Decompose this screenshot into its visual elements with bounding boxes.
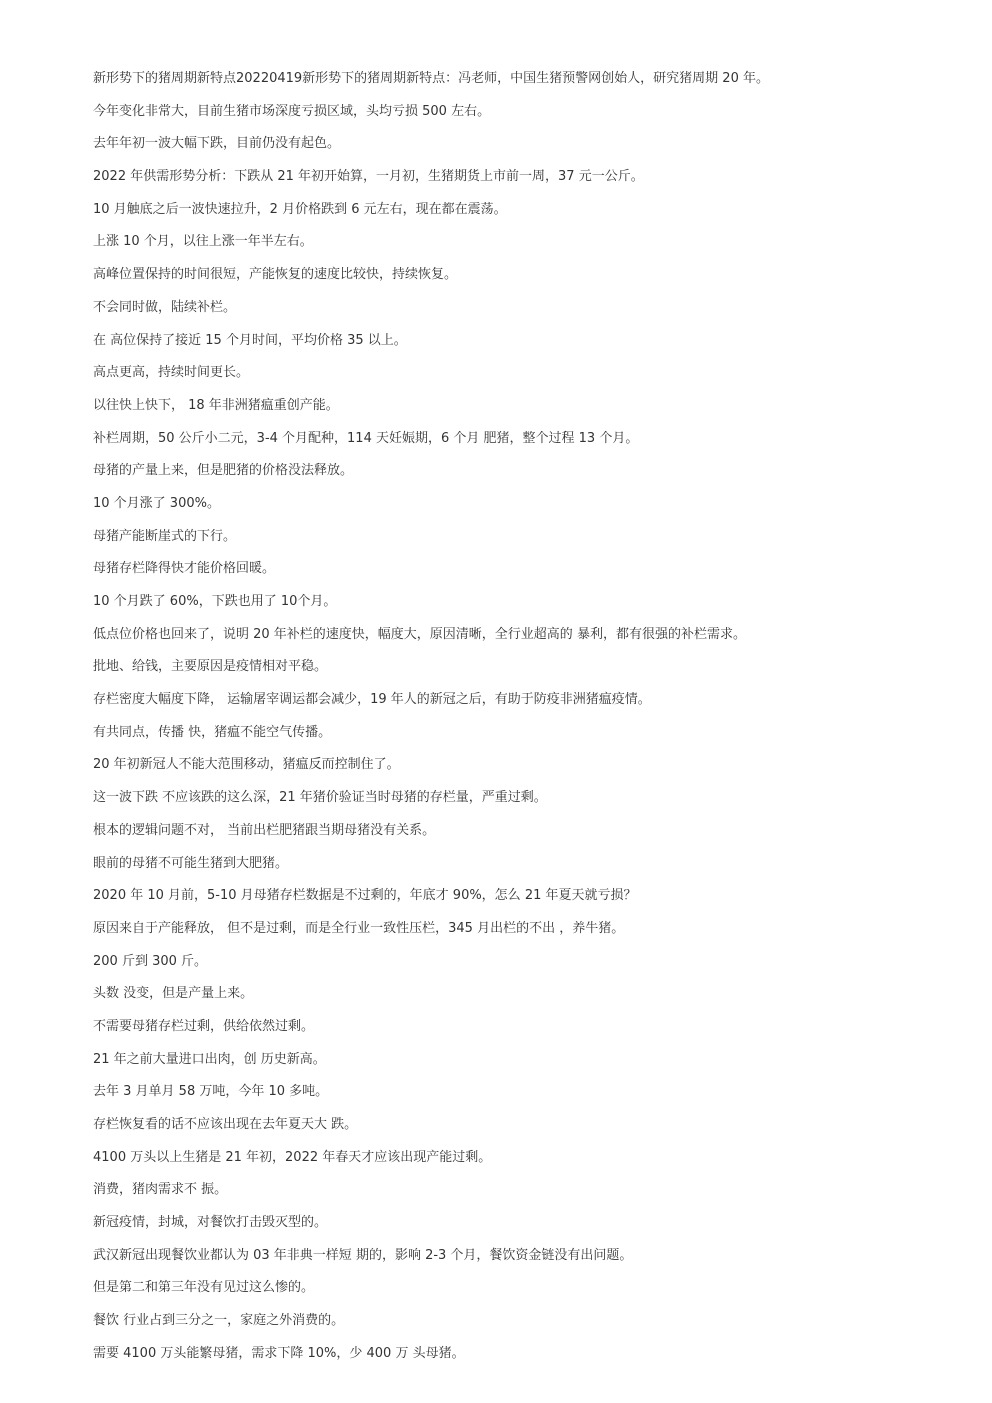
paragraph: 以往快上快下， 18 年非洲猪瘟重创产能。 — [93, 397, 339, 413]
paragraph: 去年年初一波大幅下跌，目前仍没有起色。 — [93, 136, 341, 152]
paragraph: 餐饮 行业占到三分之一，家庭之外消费的。 — [93, 1313, 345, 1329]
paragraph: 4100 万头以上生猪是 21 年初，2022 年春天才应该出现产能过剩。 — [93, 1149, 492, 1165]
paragraph: 根本的逻辑问题不对， 当前出栏肥猪跟当期母猪没有关系。 — [93, 822, 436, 838]
paragraph: 母猪产能断崖式的下行。 — [93, 528, 237, 544]
paragraph: 20 年初新冠人不能大范围移动，猪瘟反而控制住了。 — [93, 757, 400, 773]
document-body — [93, 68, 973, 1376]
paragraph: 原因来自于产能释放， 但不是过剩，而是全行业一致性压栏，345 月出栏的不出 ，养牛猪。 — [93, 920, 625, 936]
paragraph: 200 斤到 300 斤。 — [93, 953, 208, 969]
paragraph: 低点位价格也回来了，说明 20 年补栏的速度快，幅度大，原因清晰，全行业超高的 暴利，都有很强的补栏需求。 — [93, 626, 746, 642]
paragraph: 不会同时做，陆续补栏。 — [93, 299, 237, 315]
paragraph: 母猪存栏降得快才能价格回暖。 — [93, 561, 276, 577]
paragraph: 这一波下跌 不应该跌的这么深，21 年猪价验证当时母猪的存栏量，严重过剩。 — [93, 790, 547, 806]
paragraph: 新形势下的猪周期新特点20220419新形势下的猪周期新特点：冯老师，中国生猪预警网创始人，研究猪周期 20 年。 — [93, 71, 769, 86]
paragraph: 批地、给钱，主要原因是疫情相对平稳。 — [93, 659, 328, 675]
paragraph: 存栏恢复看的话不应该出现在去年夏天大 跌。 — [93, 1117, 358, 1132]
paragraph: 10 月触底之后一波快速拉升，2 月价格跌到 6 元左右，现在都在震荡。 — [93, 201, 507, 217]
paragraph: 今年变化非常大，目前生猪市场深度亏损区域，头均亏损 500 左右。 — [93, 103, 491, 119]
paragraph: 上涨 10 个月，以往上涨一年半左右。 — [93, 234, 313, 250]
paragraph: 新冠疫情，封城，对餐饮打击毁灭型的。 — [93, 1215, 328, 1231]
paragraph: 2022 年供需形势分析：下跌从 21 年初开始算，一月初，生猪期货上市前一周，37 元一公斤。 — [93, 169, 644, 185]
paragraph: 10 个月跌了 60%，下跌也用了 10个月。 — [93, 594, 337, 609]
paragraph: 但是第二和第三年没有见过这么惨的。 — [93, 1280, 315, 1296]
paragraph: 头数 没变，但是产量上来。 — [93, 986, 254, 1002]
paragraph: 需要 4100 万头能繁母猪，需求下降 10%，少 400 万 头母猪。 — [93, 1345, 465, 1361]
paragraph: 存栏密度大幅度下降， 运输屠宰调运都会减少，19 年人的新冠之后，有助于防疫非洲猪瘟疫情。 — [93, 692, 651, 708]
paragraph: 有共同点，传播 快，猪瘟不能空气传播。 — [93, 724, 332, 740]
paragraph: 10 个月涨了 300%。 — [93, 495, 220, 511]
paragraph: 在 高位保持了接近 15 个月时间，平均价格 35 以上。 — [93, 332, 407, 348]
paragraph: 去年 3 月单月 58 万吨，今年 10 多吨。 — [93, 1084, 329, 1100]
paragraph: 21 年之前大量进口出肉，创 历史新高。 — [93, 1051, 326, 1067]
paragraph: 眼前的母猪不可能生猪到大肥猪。 — [93, 855, 289, 871]
paragraph: 高点更高，持续时间更长。 — [93, 365, 250, 381]
paragraph: 消费，猪肉需求不 振。 — [93, 1182, 228, 1198]
paragraph: 补栏周期，50 公斤小二元，3-4 个月配种，114 天妊娠期，6 个月 肥猪，整个过程 13 个月。 — [93, 430, 639, 446]
paragraph: 母猪的产量上来，但是肥猪的价格没法释放。 — [93, 463, 354, 479]
paragraph: 高峰位置保持的时间很短，产能恢复的速度比较快，持续恢复。 — [93, 267, 458, 283]
paragraph: 武汉新冠出现餐饮业都认为 03 年非典一样短 期的，影响 2-3 个月，餐饮资金链没有出问题。 — [93, 1247, 633, 1263]
paragraph: 不需要母猪存栏过剩，供给依然过剩。 — [93, 1018, 315, 1034]
paragraph: 2020 年 10 月前，5-10 月母猪存栏数据是不过剩的，年底才 90%，怎么 21 年夏天就亏损？ — [93, 888, 637, 904]
